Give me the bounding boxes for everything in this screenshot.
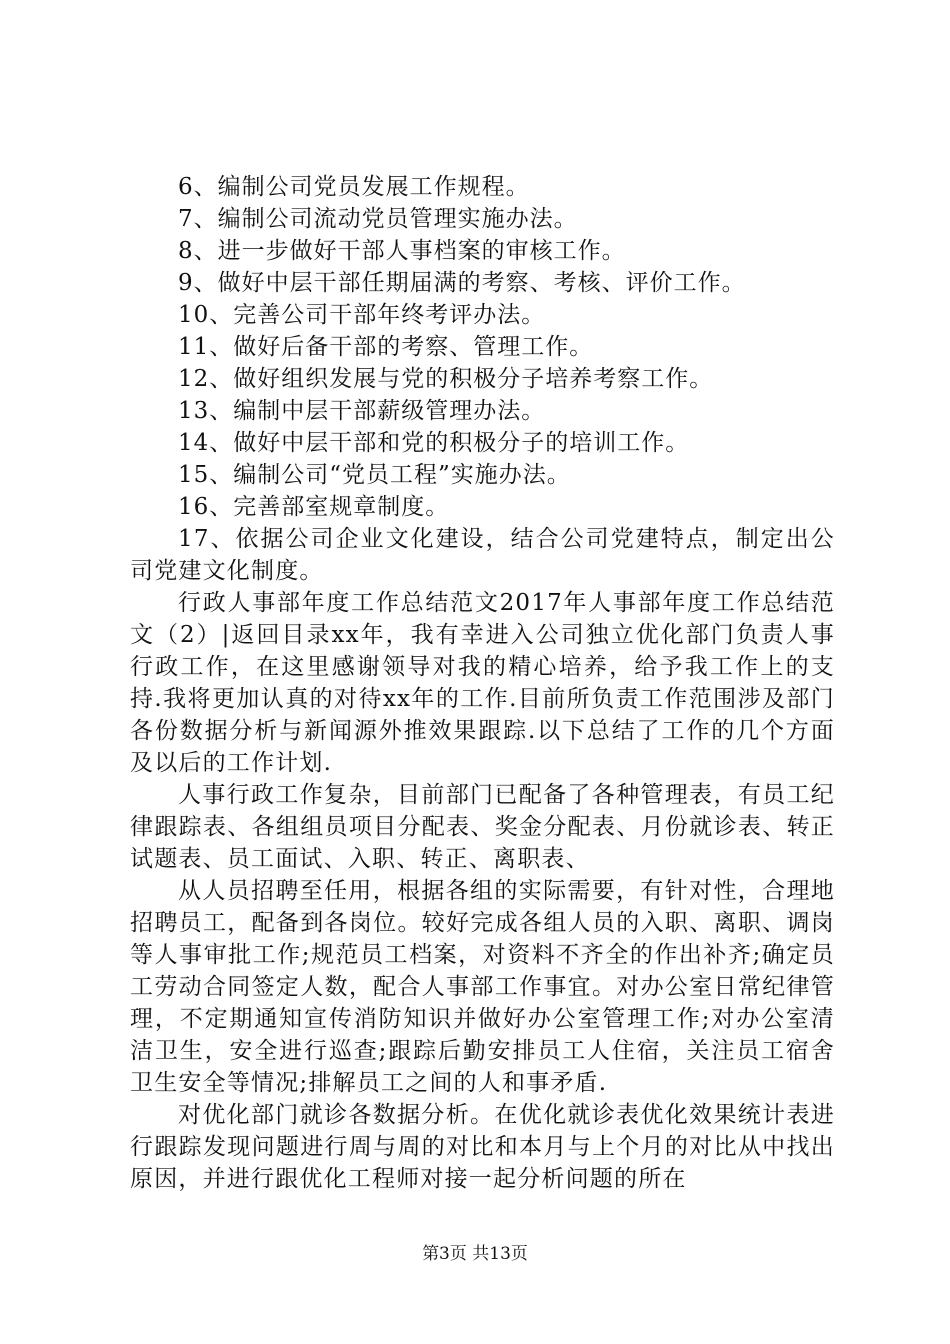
- list-item: 8、进一步做好干部人事档案的审核工作。: [178, 238, 626, 264]
- page-number-footer: 第3页 共13页: [422, 1244, 528, 1264]
- list-item: 13、编制中层干部薪级管理办法。: [178, 398, 546, 424]
- paragraph-summary-intro: 行政人事部年度工作总结范文2017年人事部年度工作总结范文（2）|返回目录xx年，我有幸进入公司独立优化部门负责人事行政工作，在这里感谢领导对我的精心培养，给予我工作上的支持.我将更加认真的对待xx年的工作.目前所负责工作范围涉及部门各份数据分析与新闻源外推效果跟踪.以下总结了工作的几个方面及以后的工作计划.: [130, 590, 835, 776]
- list-item: 16、完善部室规章制度。: [178, 494, 450, 520]
- paragraph-hr-forms: 人事行政工作复杂，目前部门已配备了各种管理表，有员工纪律跟踪表、各组组员项目分配表、奖金分配表、月份就诊表、转正试题表、员工面试、入职、转正、离职表、: [130, 782, 835, 872]
- list-item: 12、做好组织发展与党的积极分子培养考察工作。: [178, 366, 714, 392]
- document-body: [130, 171, 835, 1195]
- list-item: 10、完善公司干部年终考评办法。: [178, 302, 546, 328]
- paragraph-data-analysis: 对优化部门就诊各数据分析。在优化就诊表优化效果统计表进行跟踪发现问题进行周与周的对比和本月与上个月的对比从中找出原因，并进行跟优化工程师对接一起分析问题的所在: [130, 1102, 835, 1192]
- list-item: 6、编制公司党员发展工作规程。: [178, 174, 530, 200]
- paragraph-item-17: 17、依据公司企业文化建设，结合公司党建特点，制定出公司党建文化制度。: [130, 526, 835, 584]
- list-item: 9、做好中层干部任期届满的考察、考核、评价工作。: [178, 270, 746, 296]
- list-item: 14、做好中层干部和党的积极分子的培训工作。: [178, 430, 690, 456]
- paragraph-recruitment: 从人员招聘至任用，根据各组的实际需要，有针对性，合理地招聘员工，配备到各岗位。较好完成各组人员的入职、离职、调岗等人事审批工作;规范员工档案，对资料不齐全的作出补齐;确定员工劳动合同签定人数，配合人事部工作事宜。对办公室日常纪律管理，不定期通知宣传消防知识并做好办公室管理工作;对办公室清洁卫生，安全进行巡查;跟踪后勤安排员工人住宿，关注员工宿舍卫生安全等情况;排解员工之间的人和事矛盾.: [130, 878, 835, 1096]
- list-item: 7、编制公司流动党员管理实施办法。: [178, 206, 578, 232]
- list-item: 15、编制公司“党员工程”实施办法。: [178, 462, 571, 488]
- list-item: 11、做好后备干部的考察、管理工作。: [178, 334, 594, 360]
